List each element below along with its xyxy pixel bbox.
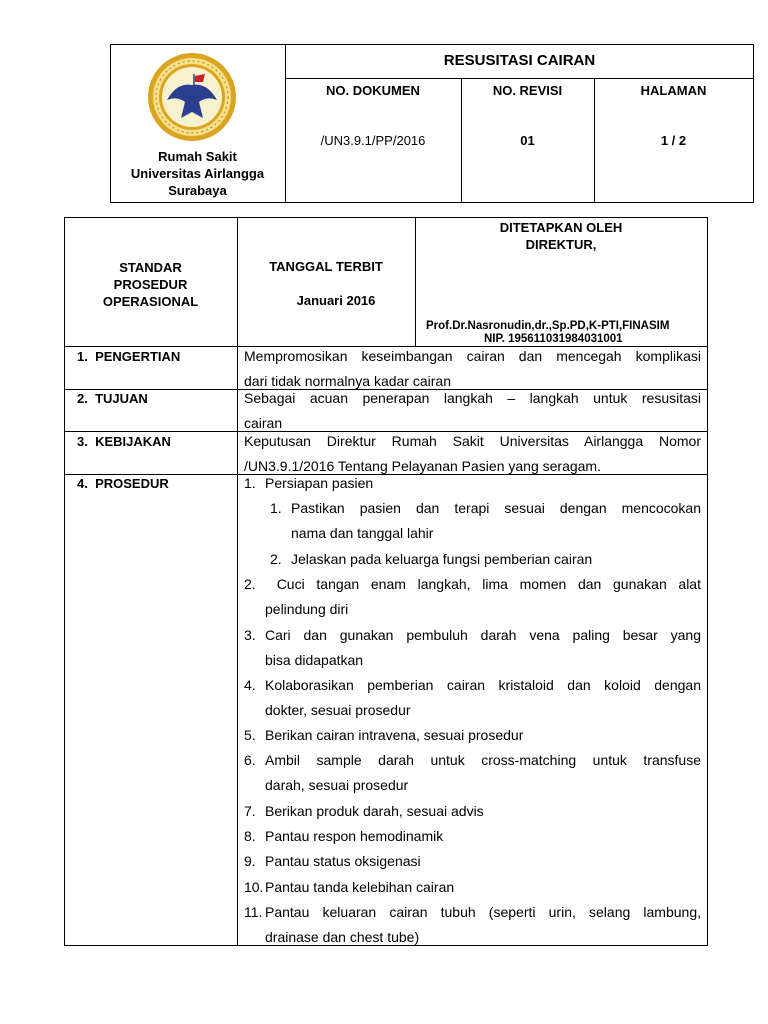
- section-kebijakan-label: 3. KEBIJAKAN: [77, 434, 171, 449]
- step-number: 10.: [244, 879, 264, 895]
- section-tujuan-line1: Sebagai acuan penerapan langkah – langkah untuk resusitasi: [244, 390, 701, 406]
- page-value: 1 / 2: [660, 133, 687, 148]
- page-label: HALAMAN: [640, 83, 707, 98]
- director-name: Prof.Dr.Nasronudin,dr.,Sp.PD,K-PTI,FINASIM: [426, 320, 670, 332]
- step-text-line1: Pantau keluaran cairan tubuh (seperti urin, selang lambung,: [265, 904, 701, 920]
- step-text-line1: Jelaskan pada keluarga fungsi pemberian cairan: [291, 551, 593, 567]
- document-title: RESUSITASI CAIRAN: [443, 52, 596, 69]
- step-text-line1: Cuci tangan enam langkah, lima momen dan gunakan alat: [265, 576, 701, 592]
- step-text-line1: Berikan cairan intravena, sesuai prosedur: [265, 727, 524, 743]
- step-text-line2: bisa didapatkan: [265, 652, 364, 668]
- section-kebijakan-line2: /UN3.9.1/2016 Tentang Pelayanan Pasien yang seragam.: [244, 458, 601, 474]
- section-kebijakan-line1: Keputusan Direktur Rumah Sakit Universitas Airlangga Nomor: [244, 433, 701, 449]
- step-number: 8.: [244, 828, 256, 844]
- step-text-line1: Pastikan pasien dan terapi sesuai dengan mencocokan: [291, 500, 701, 516]
- section-tujuan-line2: cairan: [244, 415, 283, 431]
- step-text-line1: Cari dan gunakan pembuluh darah vena paling besar yang: [265, 627, 701, 643]
- section-pengertian-line2: dari tidak normalnya kadar cairan: [244, 373, 451, 389]
- step-text-line2: pelindung diri: [265, 601, 349, 617]
- step-number: 7.: [244, 803, 256, 819]
- step-number: 2.: [244, 576, 256, 592]
- sop-type-line2: PROSEDUR: [113, 277, 188, 292]
- hospital-name-line3: Surabaya: [168, 183, 227, 198]
- issue-date-value: Januari 2016: [296, 293, 376, 308]
- section-pengertian-line1: Mempromosikan keseimbangan cairan dan mencegah komplikasi: [244, 348, 701, 364]
- step-number: 3.: [244, 627, 256, 643]
- step-text-line1: Berikan produk darah, sesuai advis: [265, 803, 484, 819]
- step-text-line2: dokter, sesuai prosedur: [265, 702, 411, 718]
- step-number: 4.: [244, 677, 256, 693]
- step-number: 11.: [244, 904, 263, 920]
- step-number: 2.: [270, 551, 282, 567]
- step-number: 6.: [244, 752, 256, 768]
- doc-number-label: NO. DOKUMEN: [326, 83, 420, 98]
- step-number: 5.: [244, 727, 256, 743]
- step-number: 9.: [244, 853, 256, 869]
- hospital-name-line1: Rumah Sakit: [158, 149, 237, 164]
- step-text-line1: Pantau status oksigenasi: [265, 853, 421, 869]
- step-text-line1: Kolaborasikan pemberian cairan kristaloid dan koloid dengan: [265, 677, 701, 693]
- step-text-line2: drainase dan chest tube): [265, 929, 420, 945]
- section-tujuan-label: 2. TUJUAN: [77, 391, 148, 406]
- revision-label: NO. REVISI: [492, 83, 563, 98]
- step-text-line1: Persiapan pasien: [265, 475, 374, 491]
- university-seal-icon: [147, 52, 237, 142]
- issue-date-label: TANGGAL TERBIT: [269, 259, 383, 274]
- step-text-line1: Ambil sample darah untuk cross-matching untuk transfuse: [265, 752, 701, 768]
- sop-type-line3: OPERASIONAL: [102, 294, 199, 309]
- doc-number-value: /UN3.9.1/PP/2016: [320, 133, 426, 148]
- director-nip: NIP. 195611031984031001: [484, 333, 623, 345]
- approved-by-line1: DITETAPKAN OLEH: [499, 220, 623, 235]
- section-pengertian-label: 1. PENGERTIAN: [77, 349, 181, 364]
- step-number: 1.: [244, 475, 256, 491]
- step-text-line2: nama dan tanggal lahir: [291, 525, 434, 541]
- approved-by-line2: DIREKTUR,: [525, 237, 597, 252]
- step-text-line2: darah, sesuai prosedur: [265, 777, 409, 793]
- revision-value: 01: [520, 133, 535, 148]
- section-prosedur-label: 4. PROSEDUR: [77, 476, 169, 491]
- step-number: 1.: [270, 500, 282, 516]
- step-text-line1: Pantau respon hemodinamik: [265, 828, 444, 844]
- hospital-name-line2: Universitas Airlangga: [130, 166, 265, 181]
- sop-type-line1: STANDAR: [119, 260, 182, 275]
- step-text-line1: Pantau tanda kelebihan cairan: [265, 879, 455, 895]
